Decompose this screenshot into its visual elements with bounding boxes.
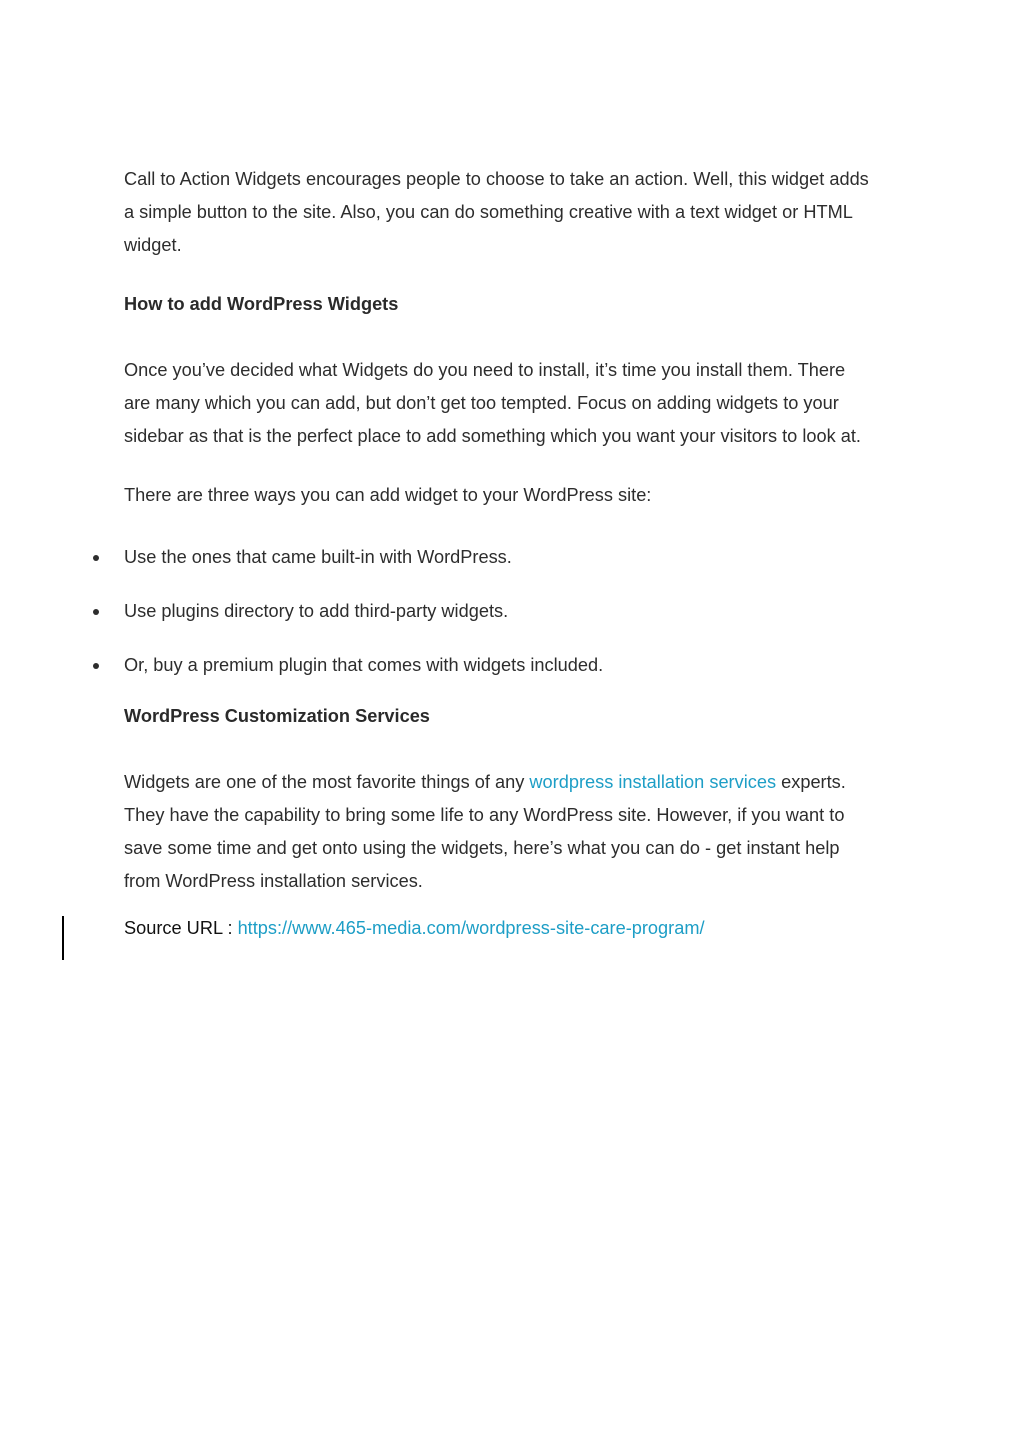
- list-item-text: Or, buy a premium plugin that comes with widgets included.: [124, 655, 604, 675]
- section-heading-add-widgets: How to add WordPress Widgets: [124, 294, 399, 314]
- three-ways-line: There are three ways you can add widget to your WordPress site:: [124, 485, 652, 505]
- list-item: [0, 545, 1023, 569]
- list-item-text: Use plugins directory to add third-party widgets.: [124, 601, 509, 621]
- wordpress-installation-services-link[interactable]: wordpress installation services: [529, 772, 777, 792]
- source-url-label: Source URL :: [124, 918, 238, 938]
- customization-line: They have the capability to bring some life to any WordPress site. However, if you want to: [124, 805, 845, 825]
- bullet-icon: [93, 555, 99, 561]
- intro-line: widget.: [124, 235, 182, 255]
- customization-paragraph: [124, 766, 914, 898]
- customization-line-start: Widgets are one of the most favorite things of any: [124, 772, 530, 792]
- install-line: Once you’ve decided what Widgets do you need to install, it’s time you install them. There: [124, 360, 846, 380]
- bullet-icon: [93, 609, 99, 615]
- source-url-link[interactable]: https://www.465-media.com/wordpress-site-care-program/: [237, 918, 705, 938]
- intro-line: a simple button to the site. Also, you can do something creative with a text widget or HTML: [124, 202, 853, 222]
- install-line: sidebar as that is the perfect place to add something which you want your visitors to look at.: [124, 426, 861, 446]
- list-item: [0, 653, 1023, 677]
- section-heading-customization: WordPress Customization Services: [124, 706, 430, 726]
- customization-line: [124, 766, 914, 799]
- install-line: are many which you can add, but don’t get too tempted. Focus on adding widgets to your: [124, 393, 839, 413]
- text-cursor-caret: [62, 916, 64, 960]
- list-item: [0, 599, 1023, 623]
- intro-line: Call to Action Widgets encourages people to choose to take an action. Well, this widget adds: [124, 169, 869, 189]
- customization-line: from WordPress installation services.: [124, 871, 423, 891]
- customization-line: save some time and get onto using the widgets, here’s what you can do - get instant help: [124, 838, 840, 858]
- three-ways-paragraph: [124, 479, 914, 512]
- list-item-text: Use the ones that came built-in with WordPress.: [124, 547, 512, 567]
- intro-paragraph: [124, 163, 914, 262]
- source-url-line: [124, 916, 705, 940]
- bullet-icon: [93, 663, 99, 669]
- install-paragraph: [124, 354, 914, 453]
- customization-line-end: experts.: [776, 772, 846, 792]
